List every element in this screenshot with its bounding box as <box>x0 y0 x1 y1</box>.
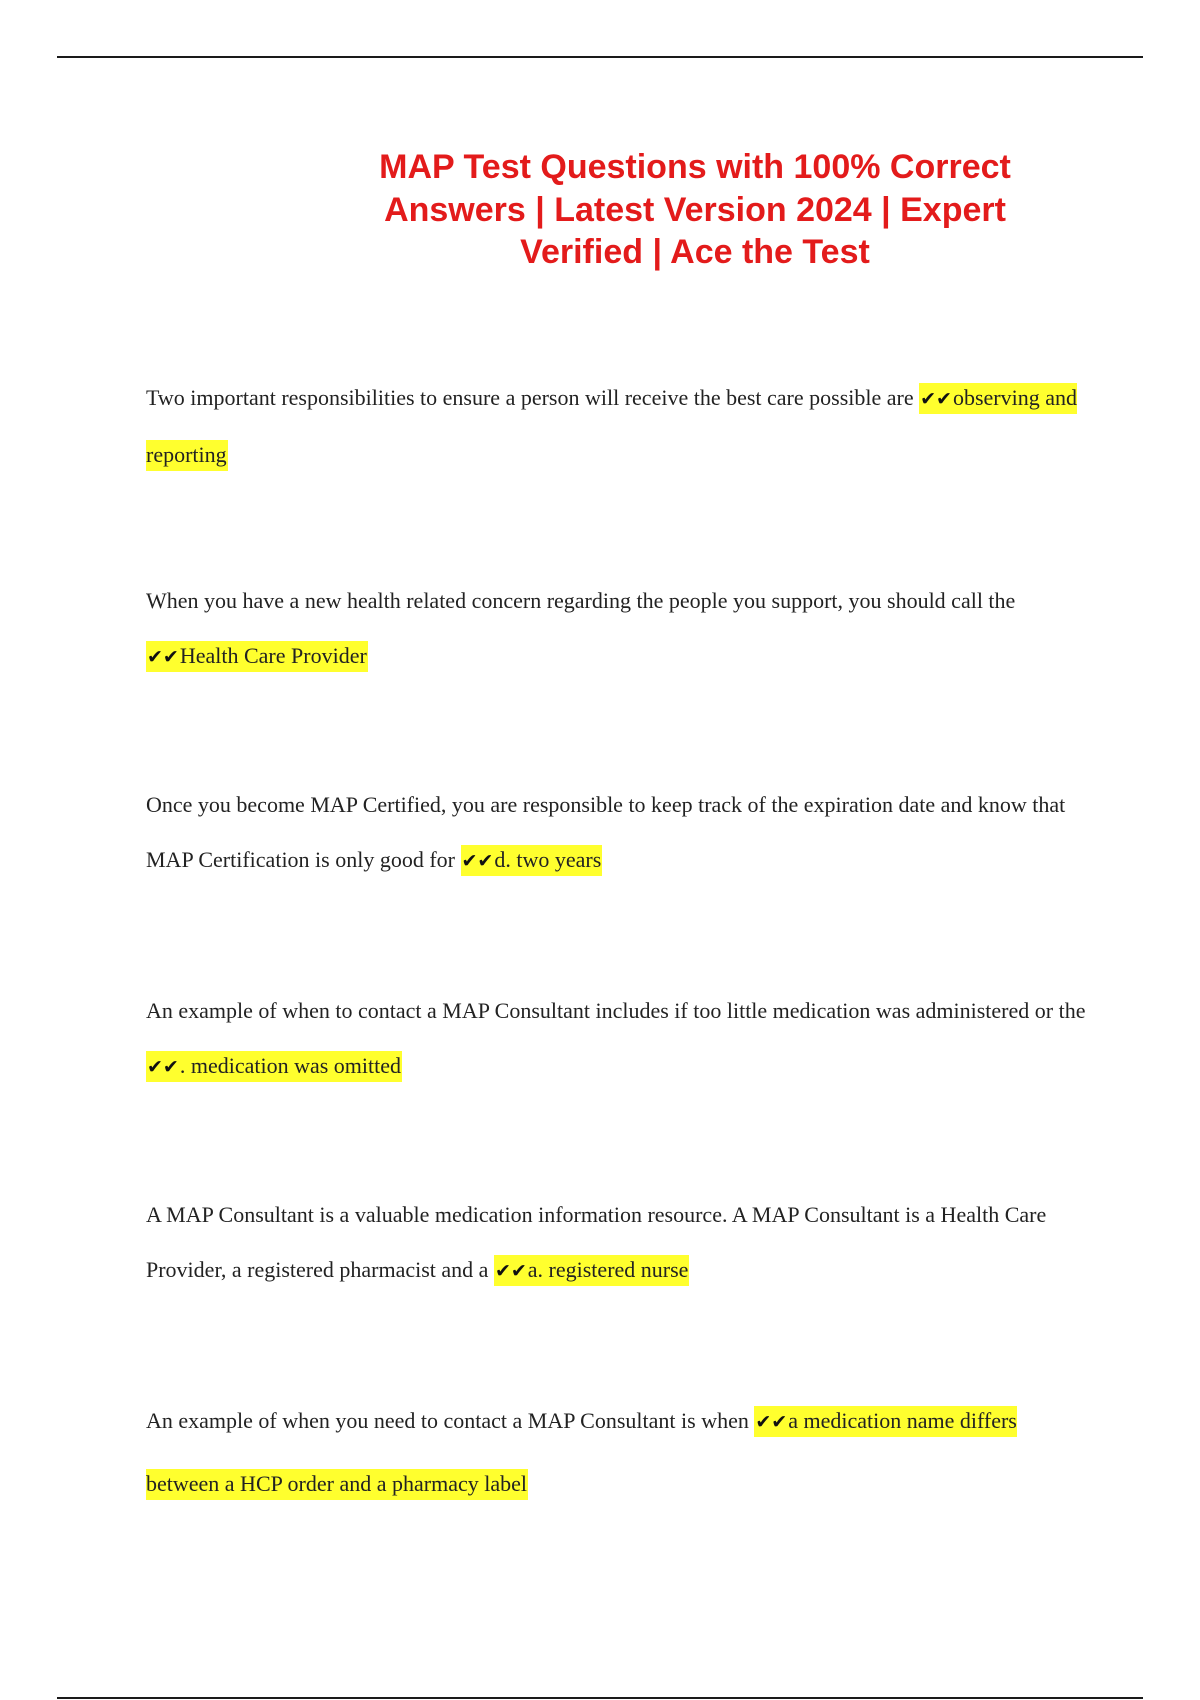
question-6 <box>146 1390 1086 1514</box>
question-4-answer: . medication was omitted <box>179 1053 402 1078</box>
check-icon: ✔✔ <box>755 1411 788 1433</box>
check-icon: ✔✔ <box>147 1056 179 1078</box>
question-4-answer-highlight <box>146 1051 402 1082</box>
question-3-answer: d. two years <box>494 847 602 872</box>
check-icon: ✔✔ <box>147 646 179 668</box>
question-2-answer: Health Care Provider <box>179 643 367 668</box>
question-4 <box>146 983 1086 1095</box>
question-5-answer-highlight <box>494 1255 690 1286</box>
check-icon: ✔✔ <box>920 388 952 410</box>
question-6-answer: a medication name differs between a HCP order and a pharmacy label <box>146 1408 1017 1496</box>
question-2-prompt: When you have a new health related concern regarding the people you support, you should call the <box>146 588 1016 613</box>
question-5 <box>146 1187 1086 1299</box>
question-4-prompt: An example of when to contact a MAP Consultant includes if too little medication was administered or the <box>146 998 1086 1023</box>
check-icon: ✔✔ <box>494 1260 527 1282</box>
top-rule <box>57 56 1143 58</box>
bottom-rule <box>57 1697 1143 1699</box>
question-1 <box>146 370 1086 482</box>
question-3-prompt: Once you become MAP Certified, you are responsible to keep track of the expiration date and know that MAP Certification is only good for <box>146 792 1066 872</box>
question-1-prompt: Two important responsibilities to ensure a person will receive the best care possible are <box>146 385 914 410</box>
document-title: MAP Test Questions with 100% Correct Answers | Latest Version 2024 | Expert Verified | Ace the Test <box>379 148 1011 271</box>
question-3-answer-highlight <box>461 845 603 876</box>
question-2 <box>146 573 1086 685</box>
question-5-prompt: A MAP Consultant is a valuable medication information resource. A MAP Consultant is a Health Care Provider, a registered pharmacist and a <box>146 1202 1047 1282</box>
question-2-answer-highlight <box>146 641 368 672</box>
question-3 <box>146 777 1086 889</box>
question-5-answer: a. registered nurse <box>527 1257 689 1282</box>
check-icon: ✔✔ <box>461 850 494 872</box>
question-6-prompt: An example of when you need to contact a MAP Consultant is when <box>146 1408 749 1433</box>
question-1-answer: observing and reporting <box>146 385 1077 467</box>
